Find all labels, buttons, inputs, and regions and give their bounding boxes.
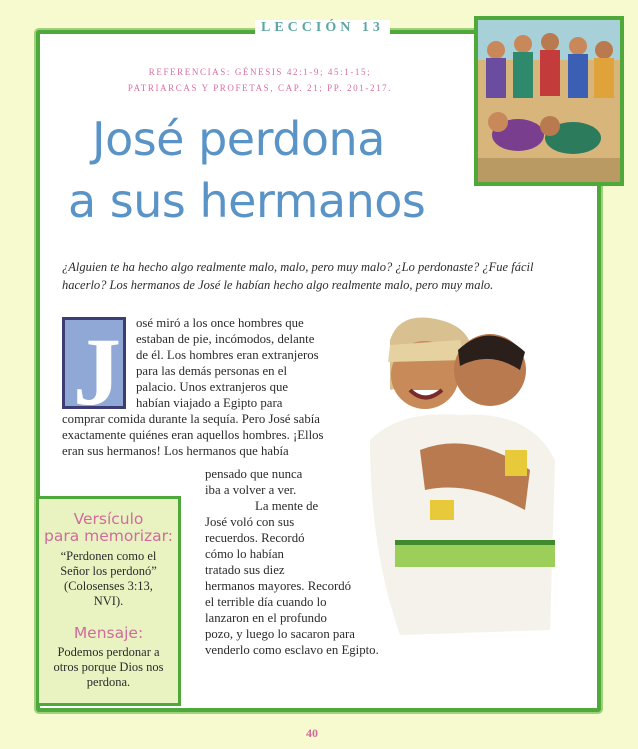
story-line: el terrible día cuando lo: [205, 595, 327, 609]
story-line: exactamente quiénes eran aquellos hombres. ¡Ellos: [62, 428, 324, 442]
dropcap-box: [62, 317, 126, 425]
story-paragraph-1b: [62, 411, 362, 459]
story-line: recuerdos. Recordó: [205, 531, 305, 545]
dropcap-letter: J: [73, 318, 121, 425]
story-paragraph-1a: [136, 315, 356, 411]
title-line-2: a sus hermanos: [68, 174, 426, 228]
memory-verse-line: “Perdonen como el: [60, 549, 157, 563]
story-line: tratado sus diez: [205, 563, 285, 577]
story-line: cómo lo habían: [205, 547, 284, 561]
message-line: otros porque Dios nos: [53, 660, 164, 674]
story-line: hermanos mayores. Recordó: [205, 579, 352, 593]
story-line: José voló con sus: [205, 515, 295, 529]
page-number: 40: [306, 726, 318, 740]
story-line: lanzaron en el profundo: [205, 611, 327, 625]
story-line: venderlo como esclavo en Egipto.: [205, 643, 379, 657]
intro-paragraph: ¿Alguien te ha hecho algo realmente malo, malo, pero muy malo? ¿Lo perdonaste? ¿Fue fácil hacerlo? Los hermanos de José le habían hecho algo realmente malo, pero muy malo.: [62, 260, 534, 292]
story-line: La mente de: [255, 499, 319, 513]
story-line: pensado que nunca: [205, 467, 303, 481]
story-paragraph-2: [205, 466, 395, 658]
message-heading: Mensaje:: [73, 624, 144, 642]
references-line-2: PATRIARCAS Y PROFETAS, CAP. 21; PP. 201-217.: [127, 83, 393, 93]
story-line: osé miró a los once hombres que: [136, 316, 304, 330]
story-line: eran sus hermanos! Los hermanos que había: [62, 444, 289, 458]
lesson-number: LECCIÓN 13: [255, 20, 390, 36]
memory-heading-line-2: para memorizar:: [44, 527, 173, 545]
memory-verse-box: [36, 496, 181, 706]
story-line: pozo, y luego lo sacaron para: [205, 627, 355, 641]
story-line: para las demás personas en el: [136, 364, 288, 378]
story-line: iba a volver a ver.: [205, 483, 297, 497]
brothers-bowing-illustration: [474, 16, 624, 186]
message-line: perdona.: [86, 675, 131, 689]
references-line-1: REFERENCIAS: GÉNESIS 42:1-9; 45:1-15;: [148, 67, 372, 77]
story-line: comprar comida durante la sequía. Pero José sabía: [62, 412, 320, 426]
story-line: estaban de pie, incómodos, delante: [136, 332, 315, 346]
message-line: Podemos perdonar a: [57, 645, 160, 659]
story-line: palacio. Unos extranjeros que: [136, 380, 289, 394]
memory-verse-line: NVI).: [93, 594, 124, 608]
memory-verse-line: (Colosenses 3:13,: [64, 579, 153, 593]
title-line-1: José perdona: [92, 112, 385, 166]
story-line: habían viajado a Egipto para: [136, 396, 283, 410]
memory-verse-line: Señor los perdonó”: [60, 564, 157, 578]
story-line: de él. Los hombres eran extranjeros: [136, 348, 319, 362]
memory-heading-line-1: Versículo: [73, 510, 144, 528]
